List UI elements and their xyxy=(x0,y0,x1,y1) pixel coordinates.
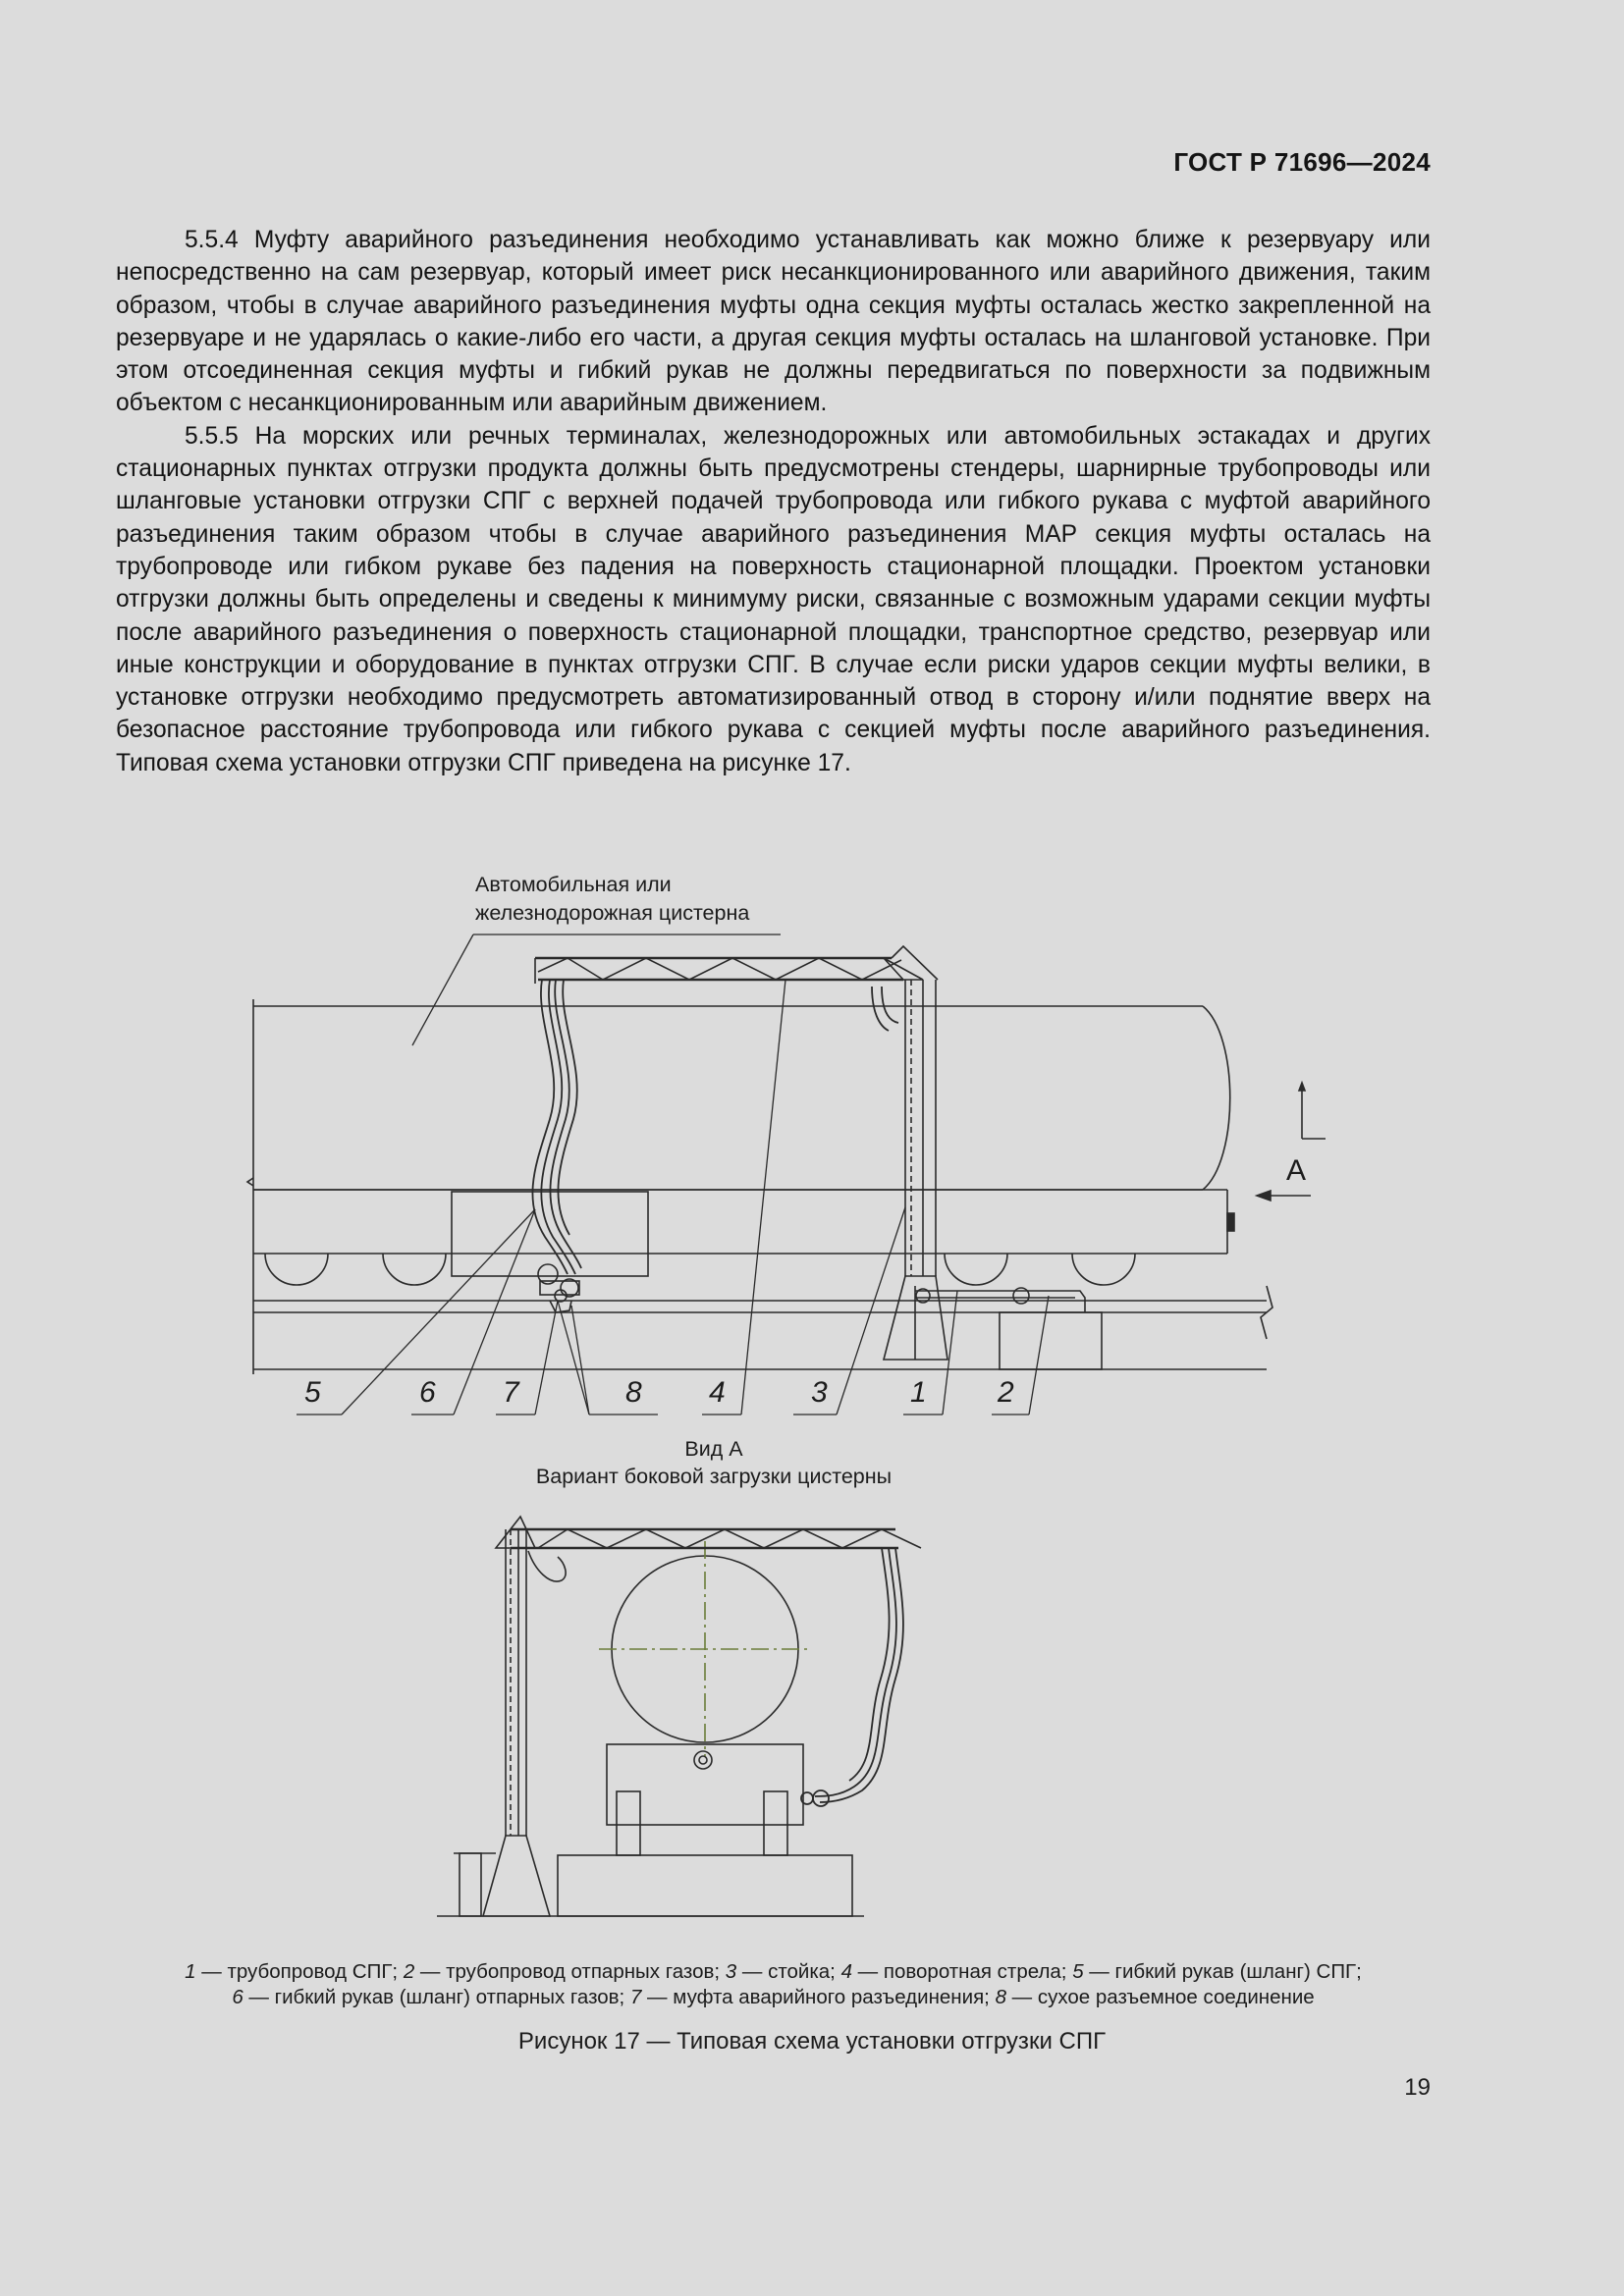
hoses xyxy=(532,980,898,1274)
view-a-column xyxy=(454,1529,550,1916)
callout-2: 2 xyxy=(998,1376,1014,1409)
paragraph-5-5-4: 5.5.4 Муфту аварийного разъединения необходимо устанавливать как можно ближе к резервуару или непосредственно на сам резервуар, который имеет риск несанкционированного или аварийного движения, таким образом, чтобы в случае аварийного разъединения муфты одна секция муфты осталась жестко закрепленной на резервуаре и не ударялась о какие-либо его части, а другая секция муфты осталась на шланговой установке. При этом отсоединенная секция муфты и гибкий рукав не должны передвигаться по поверхности за подвижным объектом с несанкционированным или аварийным движением. xyxy=(116,227,1431,417)
view-arrow xyxy=(1257,1191,1311,1201)
page-number: 19 xyxy=(1404,2074,1431,2101)
view-a-boom xyxy=(496,1517,921,1581)
figure-caption: Рисунок 17 — Типовая схема установки отгрузки СПГ xyxy=(517,2028,1107,2055)
callout-6: 6 xyxy=(419,1376,436,1409)
view-a-title: Вид А xyxy=(684,1437,743,1461)
legend-text: — сухое разъемное соединение xyxy=(1005,1986,1315,2008)
view-a-hoses xyxy=(801,1548,903,1806)
legend-num: 3 xyxy=(725,1960,737,1983)
callout-7: 7 xyxy=(503,1376,519,1409)
body-text xyxy=(116,224,1431,779)
view-a-ground xyxy=(437,1855,864,1916)
figure-17 xyxy=(0,864,1624,1973)
wheels xyxy=(265,1254,1135,1285)
view-a-tank xyxy=(599,1541,811,1855)
callout-5: 5 xyxy=(304,1376,321,1409)
callout-4: 4 xyxy=(709,1376,726,1409)
legend-line-2 xyxy=(116,1985,1431,2010)
legend-num: 6 xyxy=(232,1986,244,2008)
tank-label-line2: железнодорожная цистерна xyxy=(475,901,750,925)
legend-text: — поворотная стрела; xyxy=(851,1960,1073,1983)
legend-text: — трубопровод отпарных газов; xyxy=(414,1960,726,1983)
legend-num: 8 xyxy=(995,1986,1006,2008)
axis-mark xyxy=(1299,1083,1326,1139)
tank-body xyxy=(253,999,1230,1374)
legend-line-1 xyxy=(116,1959,1431,1985)
callout-8: 8 xyxy=(625,1376,642,1409)
pipe-support-block xyxy=(1000,1312,1102,1369)
legend-text: — муфта аварийного разъединения; xyxy=(641,1986,996,2008)
callout-3: 3 xyxy=(811,1376,828,1409)
legend-num: 5 xyxy=(1072,1960,1084,1983)
legend-text: — гибкий рукав (шланг) отпарных газов; xyxy=(243,1986,630,2008)
tank-label-line1: Автомобильная или xyxy=(475,873,672,896)
legend-num: 2 xyxy=(403,1960,415,1983)
legend-num: 4 xyxy=(840,1960,852,1983)
tank-frame xyxy=(253,1190,1234,1276)
legend-text: — стойка; xyxy=(736,1960,841,1983)
loading-scheme-drawing xyxy=(0,864,1624,1973)
boom xyxy=(535,946,938,984)
legend-text: — гибкий рукав (шланг) СПГ; xyxy=(1083,1960,1362,1983)
view-arrow-label: А xyxy=(1286,1154,1307,1187)
legend-num: 7 xyxy=(629,1986,642,2008)
document-header: ГОСТ Р 71696—2024 xyxy=(1173,147,1431,177)
legend-text: — трубопровод СПГ; xyxy=(195,1960,404,1983)
paragraph-5-5-5: 5.5.5 На морских или речных терминалах, железнодорожных или автомобильных эстакадах и других стационарных пунктах отгрузки продукта должны быть предусмотрены стендеры, шарнирные трубопроводы или шланговые установки отгрузки СПГ с верхней подачей трубопровода или гибкого рукава с муфтой аварийного разъединения таким образом чтобы в случае аварийного разъединения МАР секция муфты осталась на трубопроводе или гибком рукаве без падения на поверхность стационарной площадки. Проектом установки отгрузки должны быть определены и сведены к минимуму риски, связанные с возможным ударами секции муфты после аварийного разъединения о поверхность стационарной площадки, транспортное средство, резервуар или иные конструкции и оборудование в пунктах отгрузки СПГ. В случае если риски ударов секции муфты велики, в установке отгрузки необходимо предусмотреть автоматизированный отвод в сторону и/или поднятие вверх на безопасное расстояние трубопровода или гибкого рукава с секцией муфты после аварийного разъединения. Типовая схема установки отгрузки СПГ приведена на рисунке 17. xyxy=(116,422,1431,776)
callout-1: 1 xyxy=(910,1376,927,1409)
column xyxy=(884,980,947,1360)
ground xyxy=(247,1178,1272,1369)
legend-num: 1 xyxy=(185,1960,196,1983)
view-a-subtitle: Вариант боковой загрузки цистерны xyxy=(535,1465,893,1488)
figure-legend xyxy=(116,1959,1431,2010)
